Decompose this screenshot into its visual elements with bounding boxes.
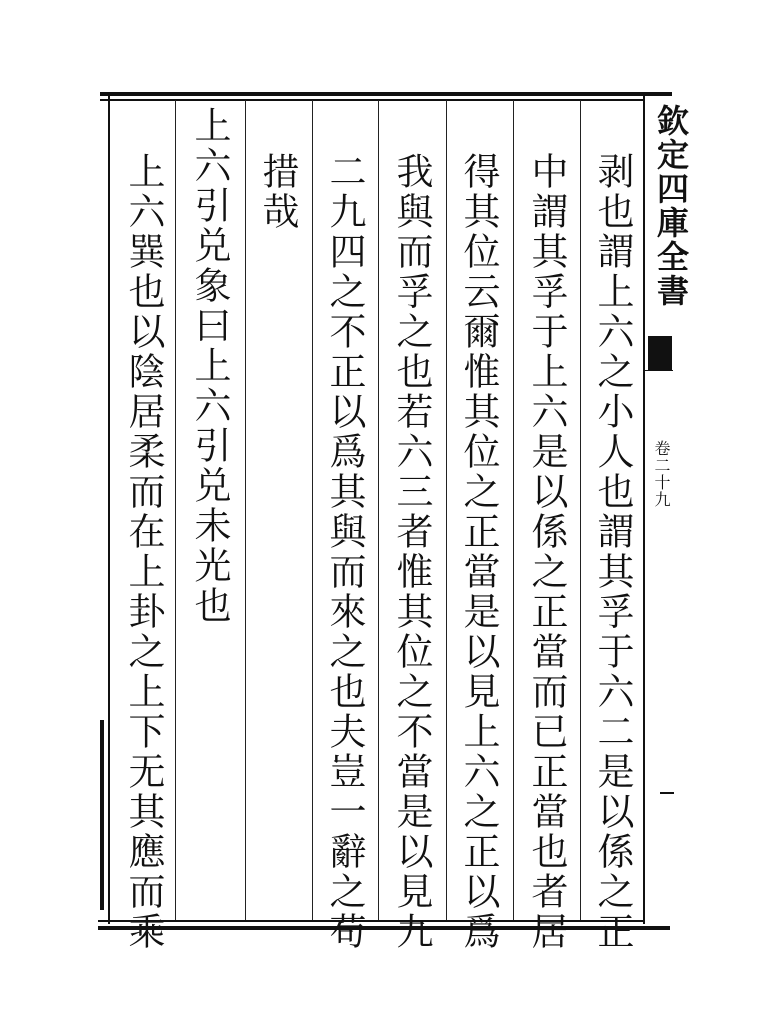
column-divider — [513, 100, 514, 920]
frame-left-edge-mark — [100, 720, 104, 910]
text-column-3: 得其位云爾惟其位之正當是以見上六之正以爲 — [457, 152, 500, 952]
column-divider — [312, 100, 313, 920]
frame-bottom-rule — [98, 926, 670, 930]
column-divider — [378, 100, 379, 920]
frame-left-rule — [108, 96, 110, 924]
column-divider — [580, 100, 581, 920]
column-divider — [446, 100, 447, 920]
text-column-5: 二九四之不正以爲其與而來之也夫豈一辭之苟 — [323, 152, 366, 952]
text-column-6: 措哉 — [256, 152, 299, 232]
frame-top-inner-rule — [100, 99, 645, 101]
column-divider — [245, 100, 246, 920]
juan-number: 卷二十九 — [652, 440, 671, 508]
column-divider — [175, 100, 176, 920]
text-column-8: 上六巽也以陰居柔而在上卦之上下无其應而乘 — [122, 152, 165, 952]
margin-tick — [660, 792, 674, 794]
text-column-7: 上六引兑象曰上六引兑未光也 — [188, 106, 231, 626]
fishtail-line — [645, 370, 673, 371]
book-title: 欽定四庫全書 — [652, 104, 690, 308]
text-column-4: 我與而孚之也若六三者惟其位之不當是以見九 — [390, 152, 433, 952]
frame-top-rule — [100, 92, 672, 96]
text-column-1: 剥也謂上六之小人也謂其孚于六二是以係之正 — [591, 152, 634, 952]
text-column-2: 中謂其孚于上六是以係之正當而已正當也者居 — [525, 152, 568, 952]
fishtail-block-icon — [648, 336, 672, 370]
frame-right-rule — [643, 96, 645, 924]
